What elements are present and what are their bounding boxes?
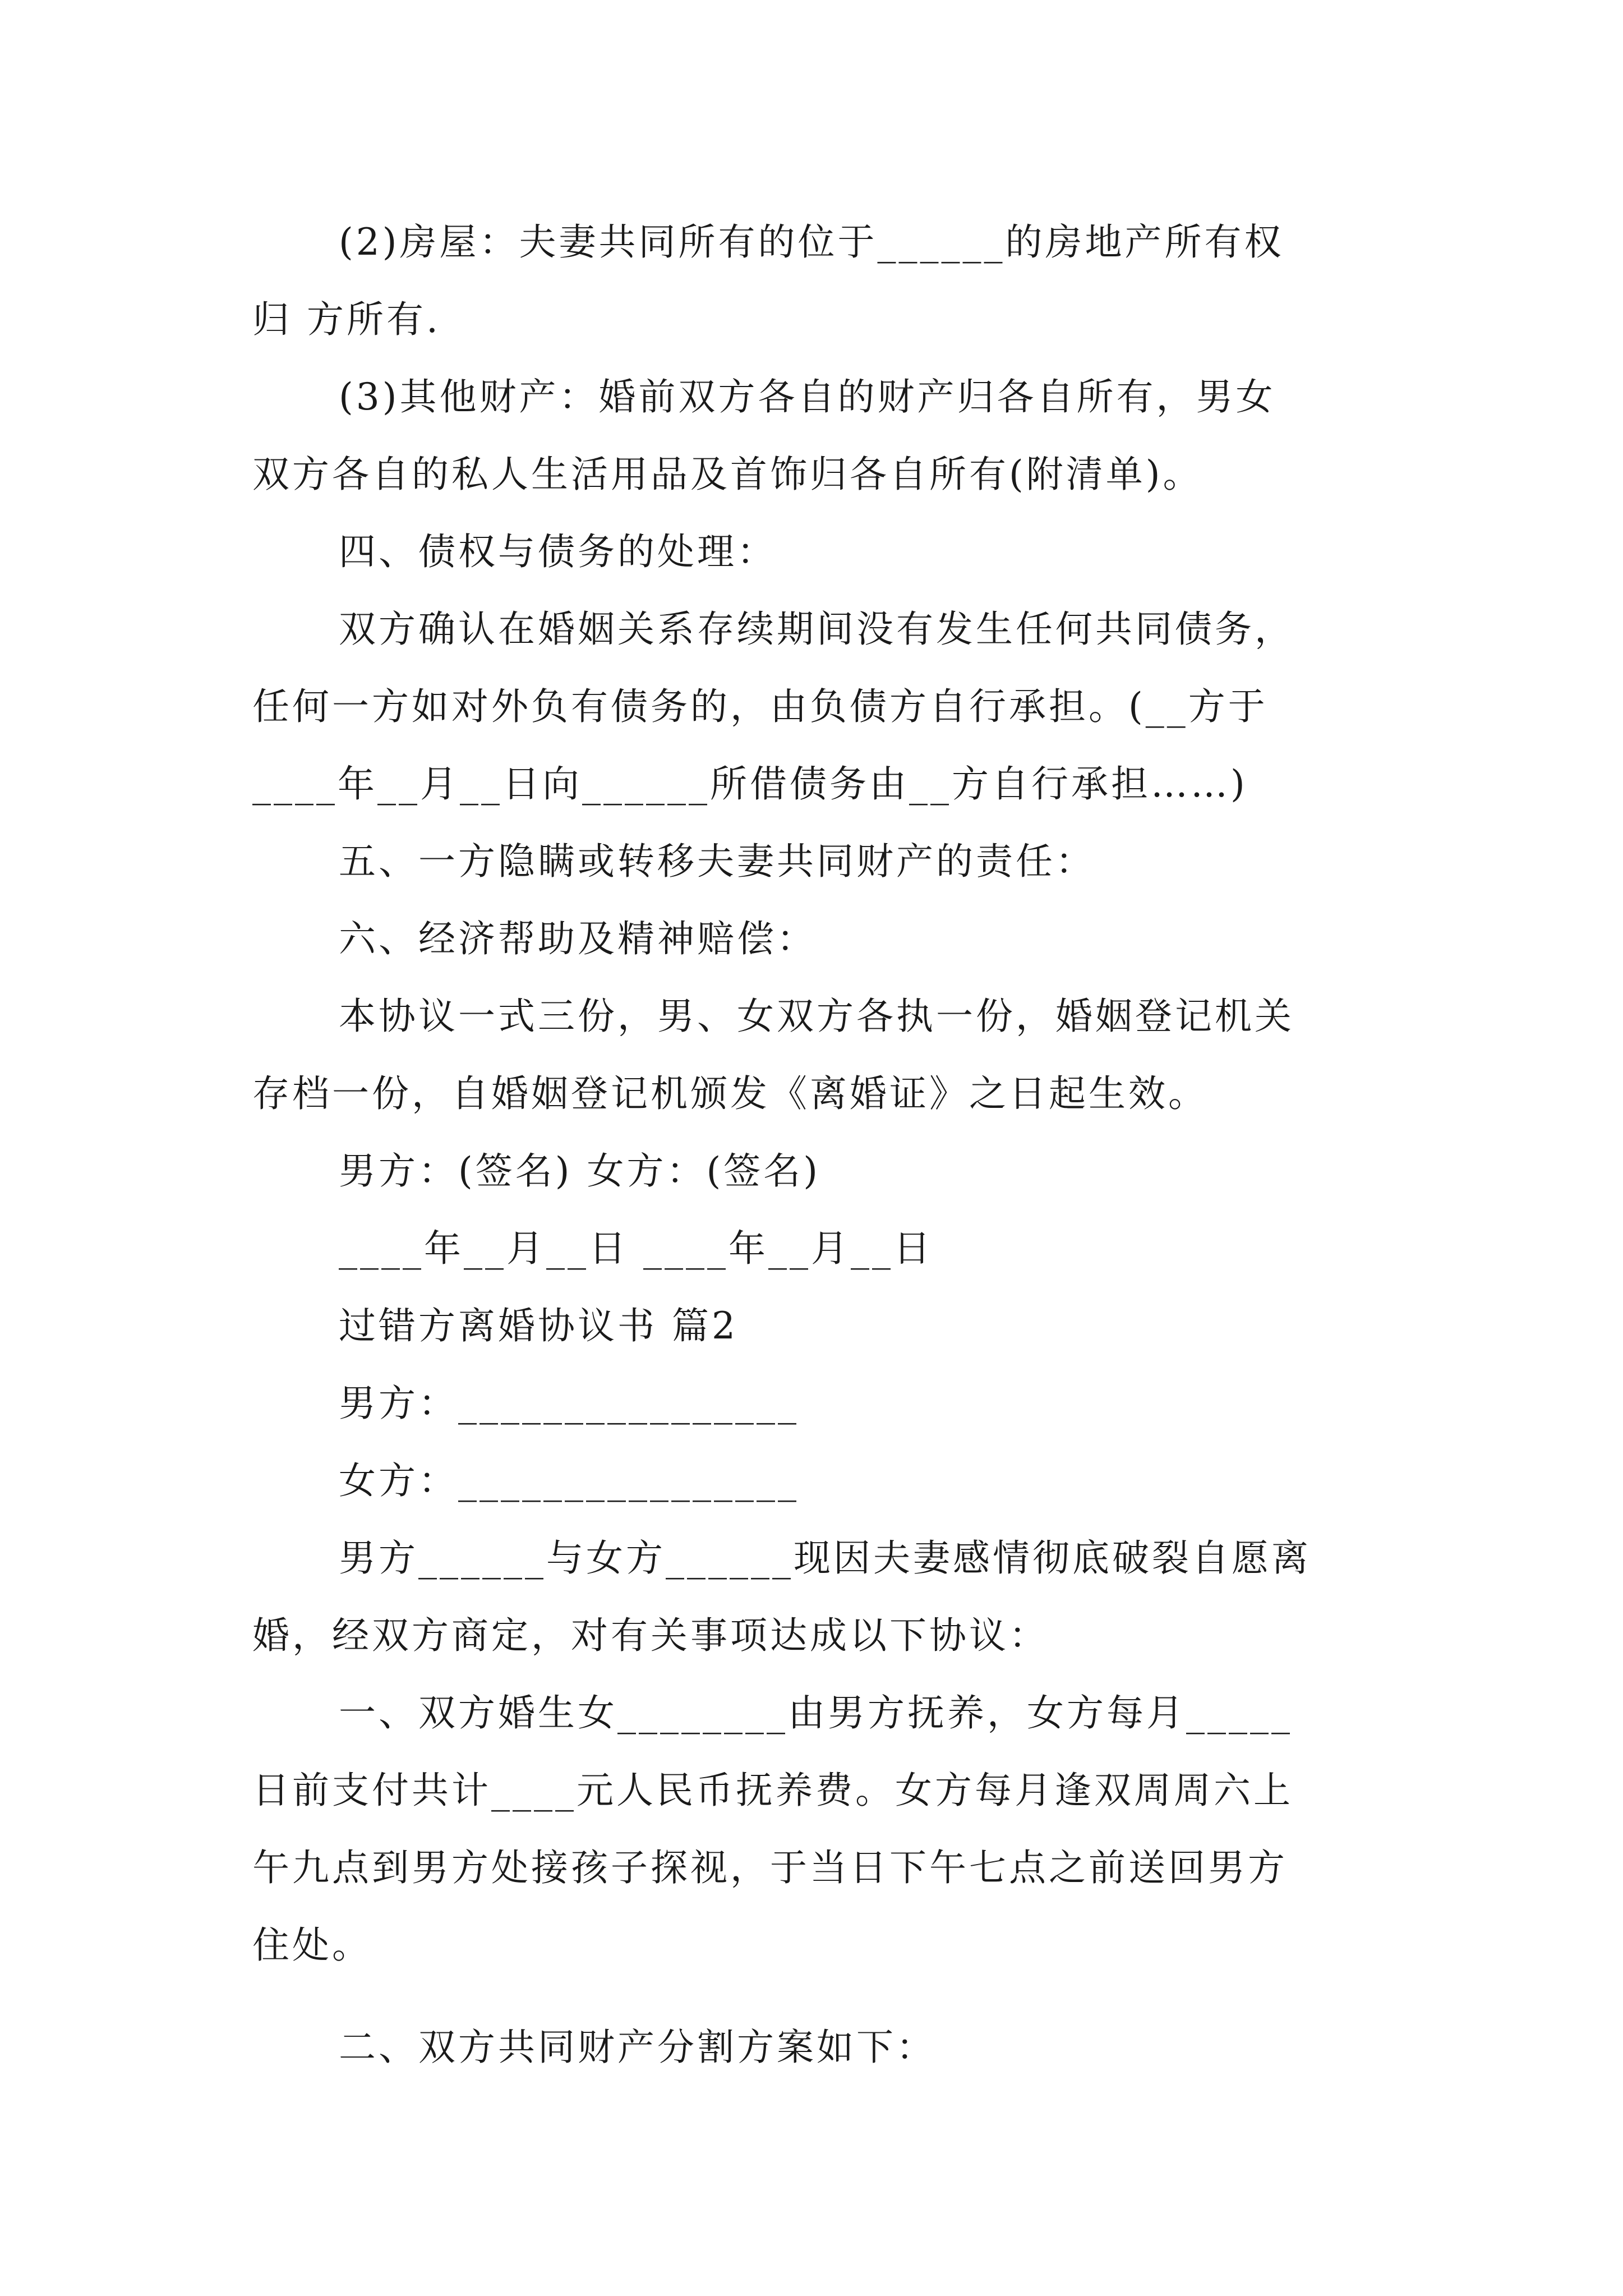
date-line: ____年__月__日 ____年__月__日 — [339, 1227, 933, 1270]
paragraph-line: (2)房屋：夫妻共同所有的位于______的房地产所有权 — [339, 220, 1284, 264]
document-title: 过错方离婚协议书 篇2 — [339, 1304, 738, 1347]
paragraph-line: 双方确认在婚姻关系存续期间没有发生任何共同债务， — [339, 608, 1294, 651]
paragraph-line: 住处。 — [252, 1924, 372, 1967]
paragraph-line: 双方各自的私人生活用品及首饰归各自所有(附清单)。 — [252, 453, 1203, 496]
paragraph-line: 男方______与女方______现因夫妻感情彻底破裂自愿离 — [339, 1536, 1311, 1580]
paragraph-line: 存档一份，自婚姻登记机颁发《离婚证》之日起生效。 — [252, 1072, 1208, 1115]
section-heading: 六、经济帮助及精神赔偿： — [339, 917, 817, 960]
paragraph-line: ____年__月__日向______所借债务由__方自行承担……) — [252, 762, 1248, 806]
section-heading: 四、债权与债务的处理： — [339, 530, 777, 573]
paragraph-line: 任何一方如对外负有债务的，由负债方自行承担。(__方于 — [252, 685, 1268, 728]
section-heading: 五、一方隐瞒或转移夫妻共同财产的责任： — [339, 840, 1095, 883]
section-heading: 二、双方共同财产分割方案如下： — [339, 2026, 936, 2069]
paragraph-line: 归 方所有. — [252, 298, 441, 341]
party-line-male: 男方：________________ — [339, 1382, 799, 1425]
signature-line: 男方：(签名) 女方：(签名) — [339, 1149, 820, 1193]
paragraph-line: 一、双方婚生女________由男方抚养，女方每月_____ — [339, 1691, 1293, 1734]
paragraph-line: 午九点到男方处接孩子探视，于当日下午七点之前送回男方 — [252, 1846, 1288, 1889]
party-line-female: 女方：________________ — [339, 1459, 799, 1502]
paragraph-line: 本协议一式三份，男、女双方各执一份，婚姻登记机关 — [339, 995, 1294, 1038]
paragraph-line: 日前支付共计____元人民币抚养费。女方每月逢双周周六上 — [252, 1769, 1293, 1812]
paragraph-line: (3)其他财产：婚前双方各自的财产归各自所有，男女 — [339, 375, 1276, 418]
paragraph-line: 婚，经双方商定，对有关事项达成以下协议： — [252, 1614, 1049, 1657]
